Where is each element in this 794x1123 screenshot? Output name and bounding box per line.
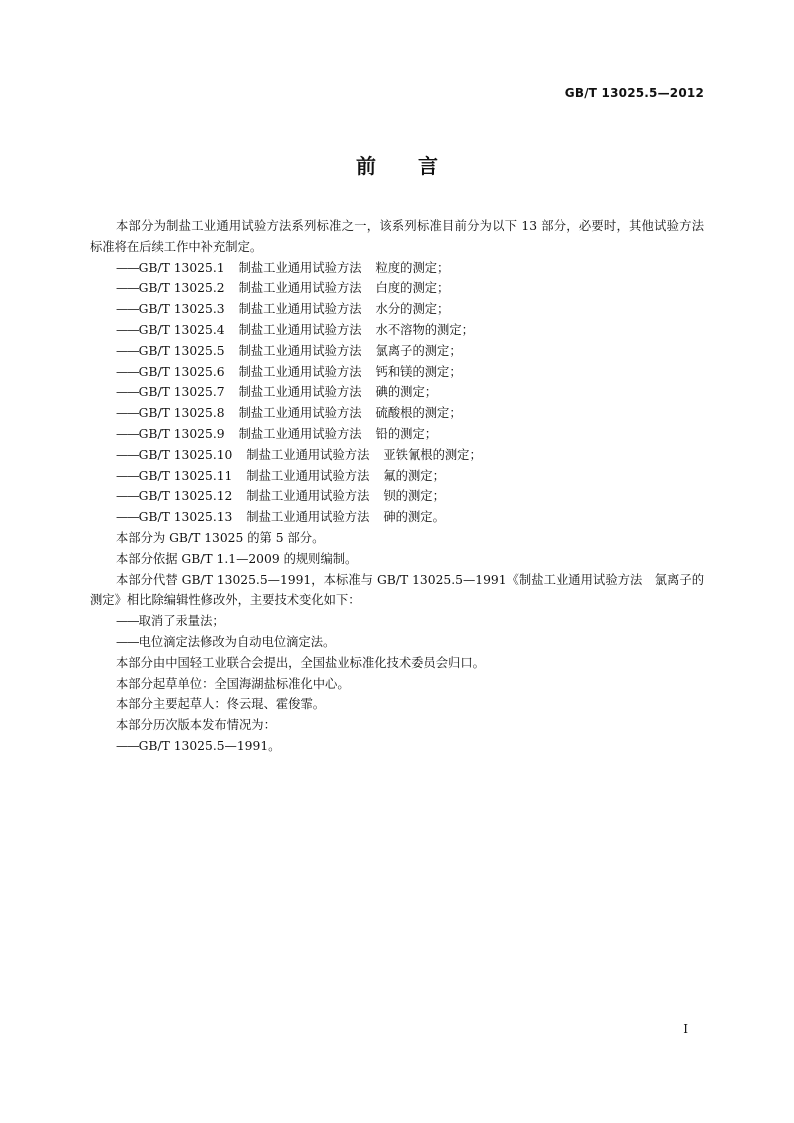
- standard-number: GB/T 13025.5—2012: [564, 86, 704, 100]
- list-item: [90, 611, 704, 632]
- part-method: 制盐工业通用试验方法: [238, 260, 362, 275]
- part-code: GB/T 13025.7: [138, 385, 225, 400]
- part-code: GB/T 13025.8: [138, 406, 225, 421]
- parts-list: [90, 258, 704, 528]
- part-code: GB/T 13025.3: [138, 302, 225, 317]
- list-item: [90, 320, 704, 341]
- part-subject: 水不溶物的测定；: [375, 322, 474, 337]
- list-item: [90, 341, 704, 362]
- part-subject: 白度的测定；: [375, 281, 450, 296]
- list-item: [90, 424, 704, 445]
- list-item: [90, 299, 704, 320]
- part-method: 制盐工业通用试验方法: [238, 406, 362, 421]
- part-method: 制盐工业通用试验方法: [246, 510, 370, 525]
- part-subject: 砷的测定。: [383, 510, 445, 525]
- history-text: GB/T 13025.5—1991。: [138, 738, 281, 753]
- part-subject: 钙和镁的测定；: [375, 364, 462, 379]
- list-item: [90, 403, 704, 424]
- dash: ——: [116, 343, 139, 358]
- list-item: [90, 632, 704, 653]
- list-item: [90, 278, 704, 299]
- dash: ——: [116, 364, 139, 379]
- part-subject: 硫酸根的测定；: [375, 406, 462, 421]
- dash: ——: [116, 322, 139, 337]
- rules-paragraph: 本部分依据 GB/T 1.1—2009 的规则编制。: [116, 551, 358, 566]
- dash: ——: [116, 510, 139, 525]
- part-method: 制盐工业通用试验方法: [238, 364, 362, 379]
- list-item: [90, 466, 704, 487]
- list-item: [90, 382, 704, 403]
- part-subject: 粒度的测定；: [375, 260, 450, 275]
- part-code: GB/T 13025.6: [138, 364, 225, 379]
- history-list: [90, 736, 704, 757]
- list-item: [90, 445, 704, 466]
- part-subject: 水分的测定；: [375, 302, 450, 317]
- part-code: GB/T 13025.9: [138, 426, 225, 441]
- drafters-paragraph: 本部分主要起草人：佟云琨、霍俊霏。: [116, 697, 326, 712]
- drafting-unit-paragraph: 本部分起草单位：全国海湖盐标准化中心。: [116, 676, 350, 691]
- change-text: 电位滴定法修改为自动电位滴定法。: [138, 634, 336, 649]
- changes-list: [90, 611, 704, 653]
- part-code: GB/T 13025.1: [138, 260, 225, 275]
- list-item: [90, 362, 704, 383]
- dash: ——: [116, 447, 139, 462]
- part-code: GB/T 13025.5: [138, 343, 225, 358]
- part-method: 制盐工业通用试验方法: [246, 468, 370, 483]
- dash: ——: [116, 406, 139, 421]
- dash: ——: [116, 260, 139, 275]
- part-method: 制盐工业通用试验方法: [246, 447, 370, 462]
- part-code: GB/T 13025.4: [138, 322, 225, 337]
- part-subject: 氯离子的测定；: [375, 343, 462, 358]
- part-code: GB/T 13025.11: [138, 468, 233, 483]
- part-method: 制盐工业通用试验方法: [238, 302, 362, 317]
- part-subject: 碘的测定；: [375, 385, 438, 400]
- part-subject: 氟的测定；: [383, 468, 445, 483]
- dash: ——: [116, 738, 139, 753]
- part-method: 制盐工业通用试验方法: [238, 343, 362, 358]
- part-method: 制盐工业通用试验方法: [246, 489, 370, 504]
- part-method: 制盐工业通用试验方法: [238, 385, 362, 400]
- dash: ——: [116, 281, 139, 296]
- dash: ——: [116, 426, 139, 441]
- part-subject: 铅的测定；: [375, 426, 438, 441]
- part-subject: 亚铁氰根的测定；: [383, 447, 482, 462]
- page-number: I: [683, 1022, 688, 1036]
- dash: ——: [116, 614, 139, 629]
- dash: ——: [116, 385, 139, 400]
- page-title: 前言: [356, 154, 480, 178]
- part-method: 制盐工业通用试验方法: [238, 322, 362, 337]
- dash: ——: [116, 489, 139, 504]
- part-method: 制盐工业通用试验方法: [238, 426, 362, 441]
- part-subject: 钡的测定；: [383, 489, 445, 504]
- dash: ——: [116, 302, 139, 317]
- part-code: GB/T 13025.13: [138, 510, 233, 525]
- replaces-paragraph: 本部分代替 GB/T 13025.5—1991，本标准与 GB/T 13025.5—1991《制盐工业通用试验方法 氯离子的测定》相比除编辑性修改外，主要技术变化如下：: [90, 572, 704, 608]
- change-text: 取消了汞量法；: [138, 614, 225, 629]
- dash: ——: [116, 468, 139, 483]
- proposed-paragraph: 本部分由中国轻工业联合会提出，全国盐业标准化技术委员会归口。: [116, 655, 485, 670]
- list-item: [90, 258, 704, 279]
- list-item: [90, 736, 704, 757]
- part-code: GB/T 13025.12: [138, 489, 233, 504]
- history-paragraph: 本部分历次版本发布情况为：: [116, 718, 276, 733]
- part-code: GB/T 13025.2: [138, 281, 225, 296]
- list-item: [90, 507, 704, 528]
- part-code: GB/T 13025.10: [138, 447, 233, 462]
- dash: ——: [116, 634, 139, 649]
- list-item: [90, 486, 704, 507]
- part-method: 制盐工业通用试验方法: [238, 281, 362, 296]
- intro-paragraph: 本部分为制盐工业通用试验方法系列标准之一，该系列标准目前分为以下 13 部分，必要时，其他试验方法标准将在后续工作中补充制定。: [90, 219, 704, 254]
- part-of-paragraph: 本部分为 GB/T 13025 的第 5 部分。: [116, 530, 325, 545]
- foreword-body: [90, 216, 704, 757]
